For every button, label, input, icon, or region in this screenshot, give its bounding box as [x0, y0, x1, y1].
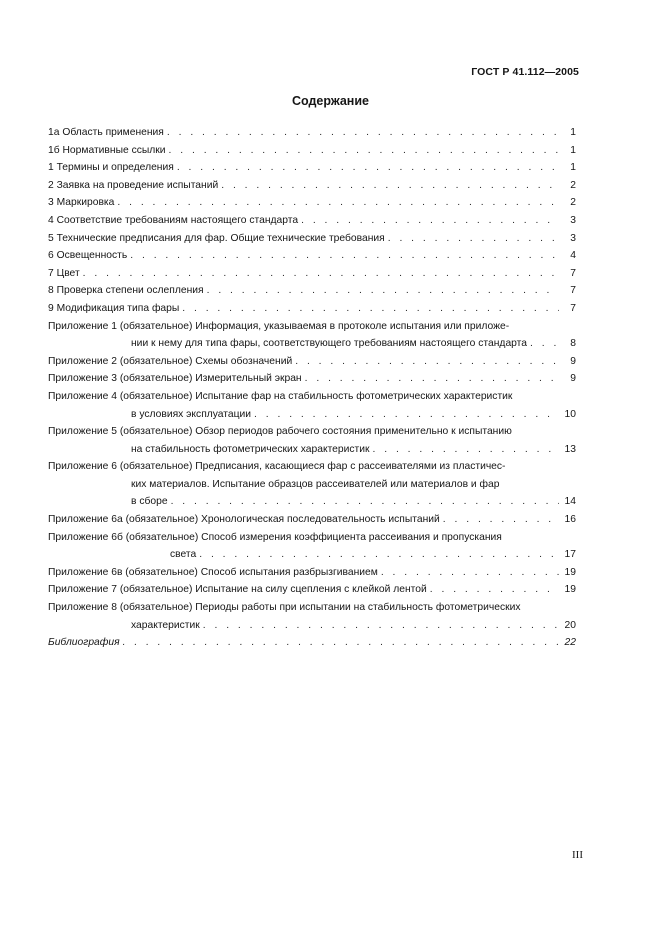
toc-page-number: 13 [564, 443, 576, 455]
toc-entry[interactable] [48, 247, 576, 265]
toc-page-number: 14 [564, 496, 576, 508]
toc-page-number: 7 [570, 267, 576, 279]
toc-entry-line[interactable] [48, 423, 576, 441]
toc-page-number: 7 [570, 285, 576, 297]
toc-entry-text: Библиография [48, 637, 120, 649]
toc-entry[interactable] [48, 194, 576, 212]
leader-dots [305, 370, 559, 388]
document-code: ГОСТ Р 41.112—2005 [471, 66, 579, 78]
toc-entry[interactable] [48, 230, 576, 248]
leader-dots [203, 617, 559, 635]
toc-page-number: 1 [570, 144, 576, 156]
toc-entry-text: Приложение 8 (обязательное) Периоды работы при испытании на стабильность фотометрических [48, 602, 521, 614]
toc-page-number: 3 [570, 214, 576, 226]
toc-entry[interactable] [48, 142, 576, 160]
toc-entry[interactable] [48, 159, 576, 177]
toc-entry-text: в сборе [131, 496, 168, 508]
toc-entry-text: Приложение 6а (обязательное) Хронологическая последовательность испытаний [48, 514, 440, 526]
toc-entry-text: ких материалов. Испытание образцов рассеивателей или материалов и фар [131, 478, 500, 490]
toc-entry-text: на стабильность фотометрических характеристик [131, 443, 370, 455]
toc-entry[interactable] [48, 353, 576, 371]
leader-dots [83, 265, 559, 283]
toc-page-number: 3 [570, 232, 576, 244]
leader-dots [388, 230, 559, 248]
toc-entry-continuation[interactable] [48, 476, 576, 494]
toc-entry-text: в условиях эксплуатации [131, 408, 252, 420]
toc-page-number: 9 [570, 355, 576, 367]
toc-entry-text: 9 Модификация типа фары [48, 302, 180, 314]
toc-entry[interactable] [48, 581, 576, 599]
toc-entry-text: характеристик [131, 619, 200, 631]
toc-entry-continuation[interactable] [48, 406, 576, 424]
table-of-contents [48, 124, 576, 652]
toc-entry-line[interactable] [48, 529, 576, 547]
toc-page-number: 4 [570, 250, 576, 262]
toc-entry-text: 7 Цвет [48, 267, 80, 279]
leader-dots [123, 634, 559, 652]
toc-entry-text: 3 Маркировка [48, 197, 115, 209]
leader-dots [117, 194, 559, 212]
toc-entry-text: 4 Соответствие требованиям настоящего стандарта [48, 214, 299, 226]
leader-dots [443, 511, 559, 529]
leader-dots [177, 159, 559, 177]
leader-dots [182, 300, 559, 318]
toc-entry-line[interactable] [48, 599, 576, 617]
toc-page-number: 1 [570, 162, 576, 174]
toc-entry[interactable] [48, 370, 576, 388]
toc-entry-text: Приложение 3 (обязательное) Измерительный экран [48, 373, 302, 385]
page-number: III [572, 849, 583, 861]
toc-entry[interactable] [48, 212, 576, 230]
toc-page-number: 7 [570, 302, 576, 314]
toc-page-number: 8 [570, 338, 576, 350]
toc-page-number: 10 [564, 408, 576, 420]
leader-dots [530, 335, 559, 353]
toc-entry-text: Приложение 6 (обязательное) Предписания, касающиеся фар с рассеивателями из пластичес- [48, 461, 506, 473]
leader-dots [301, 212, 559, 230]
leader-dots [373, 441, 560, 459]
toc-entry[interactable] [48, 177, 576, 195]
toc-page-number: 19 [564, 584, 576, 596]
toc-page-number: 17 [564, 549, 576, 561]
toc-entry-continuation[interactable] [48, 617, 576, 635]
toc-entry[interactable] [48, 124, 576, 142]
toc-entry-text: 1б Нормативные ссылки [48, 144, 166, 156]
toc-entry-bibliography[interactable] [48, 634, 576, 652]
toc-page-number: 2 [570, 197, 576, 209]
page-title: Содержание [291, 94, 369, 108]
leader-dots [130, 247, 559, 265]
toc-entry-text: 2 Заявка на проведение испытаний [48, 179, 219, 191]
toc-page-number: 19 [564, 566, 576, 578]
leader-dots [169, 142, 559, 160]
toc-entry-text: 1а Область применения [48, 127, 164, 138]
toc-entry-text: нии к нему для типа фары, соответствующего требованиям настоящего стандарта [131, 338, 527, 350]
toc-entry[interactable] [48, 282, 576, 300]
toc-entry-text: 5 Технические предписания для фар. Общие технические требования [48, 232, 385, 244]
leader-dots [171, 493, 559, 511]
toc-page-number: 20 [564, 619, 576, 631]
toc-entry-line[interactable] [48, 458, 576, 476]
toc-entry-text: Приложение 7 (обязательное) Испытание на силу сцепления с клейкой лентой [48, 584, 427, 596]
toc-entry[interactable] [48, 511, 576, 529]
toc-entry-text: Приложение 2 (обязательное) Схемы обозначений [48, 355, 293, 367]
toc-entry-continuation[interactable] [48, 441, 576, 459]
leader-dots [254, 406, 559, 424]
leader-dots [207, 282, 559, 300]
toc-page-number: 16 [564, 514, 576, 526]
toc-entry[interactable] [48, 265, 576, 283]
toc-entry-text: 8 Проверка степени ослепления [48, 285, 204, 297]
toc-entry-line[interactable] [48, 388, 576, 406]
toc-page-number: 22 [564, 637, 576, 649]
toc-entry-text: света [170, 549, 197, 561]
toc-entry-text: Приложение 5 (обязательное) Обзор периодов рабочего состояния применительно к испытанию [48, 426, 512, 438]
toc-entry[interactable] [48, 564, 576, 582]
toc-entry-text: 6 Освещенность [48, 250, 128, 262]
toc-entry-continuation[interactable] [48, 546, 576, 564]
leader-dots [430, 581, 559, 599]
toc-page-number: 9 [570, 373, 576, 385]
toc-entry[interactable] [48, 300, 576, 318]
toc-page-number: 1 [570, 127, 576, 138]
toc-entry-text: 1 Термины и определения [48, 162, 174, 174]
toc-entry-text: Приложение 1 (обязательное) Информация, указываемая в протоколе испытания или приложе- [48, 320, 510, 332]
toc-entry-line[interactable] [48, 318, 576, 336]
toc-page-number: 2 [570, 179, 576, 191]
leader-dots [221, 177, 559, 195]
leader-dots [199, 546, 559, 564]
leader-dots [295, 353, 559, 371]
toc-entry-text: Приложение 6б (обязательное) Способ измерения коэффициента рассеивания и пропускания [48, 531, 502, 543]
leader-dots [167, 124, 559, 142]
toc-entry-text: Приложение 6в (обязательное) Способ испытания разбрызгиванием [48, 566, 378, 578]
toc-entry-continuation[interactable] [48, 493, 576, 511]
leader-dots [381, 564, 559, 582]
toc-entry-continuation[interactable] [48, 335, 576, 353]
toc-entry-text: Приложение 4 (обязательное) Испытание фар на стабильность фотометрических характеристик [48, 390, 513, 402]
